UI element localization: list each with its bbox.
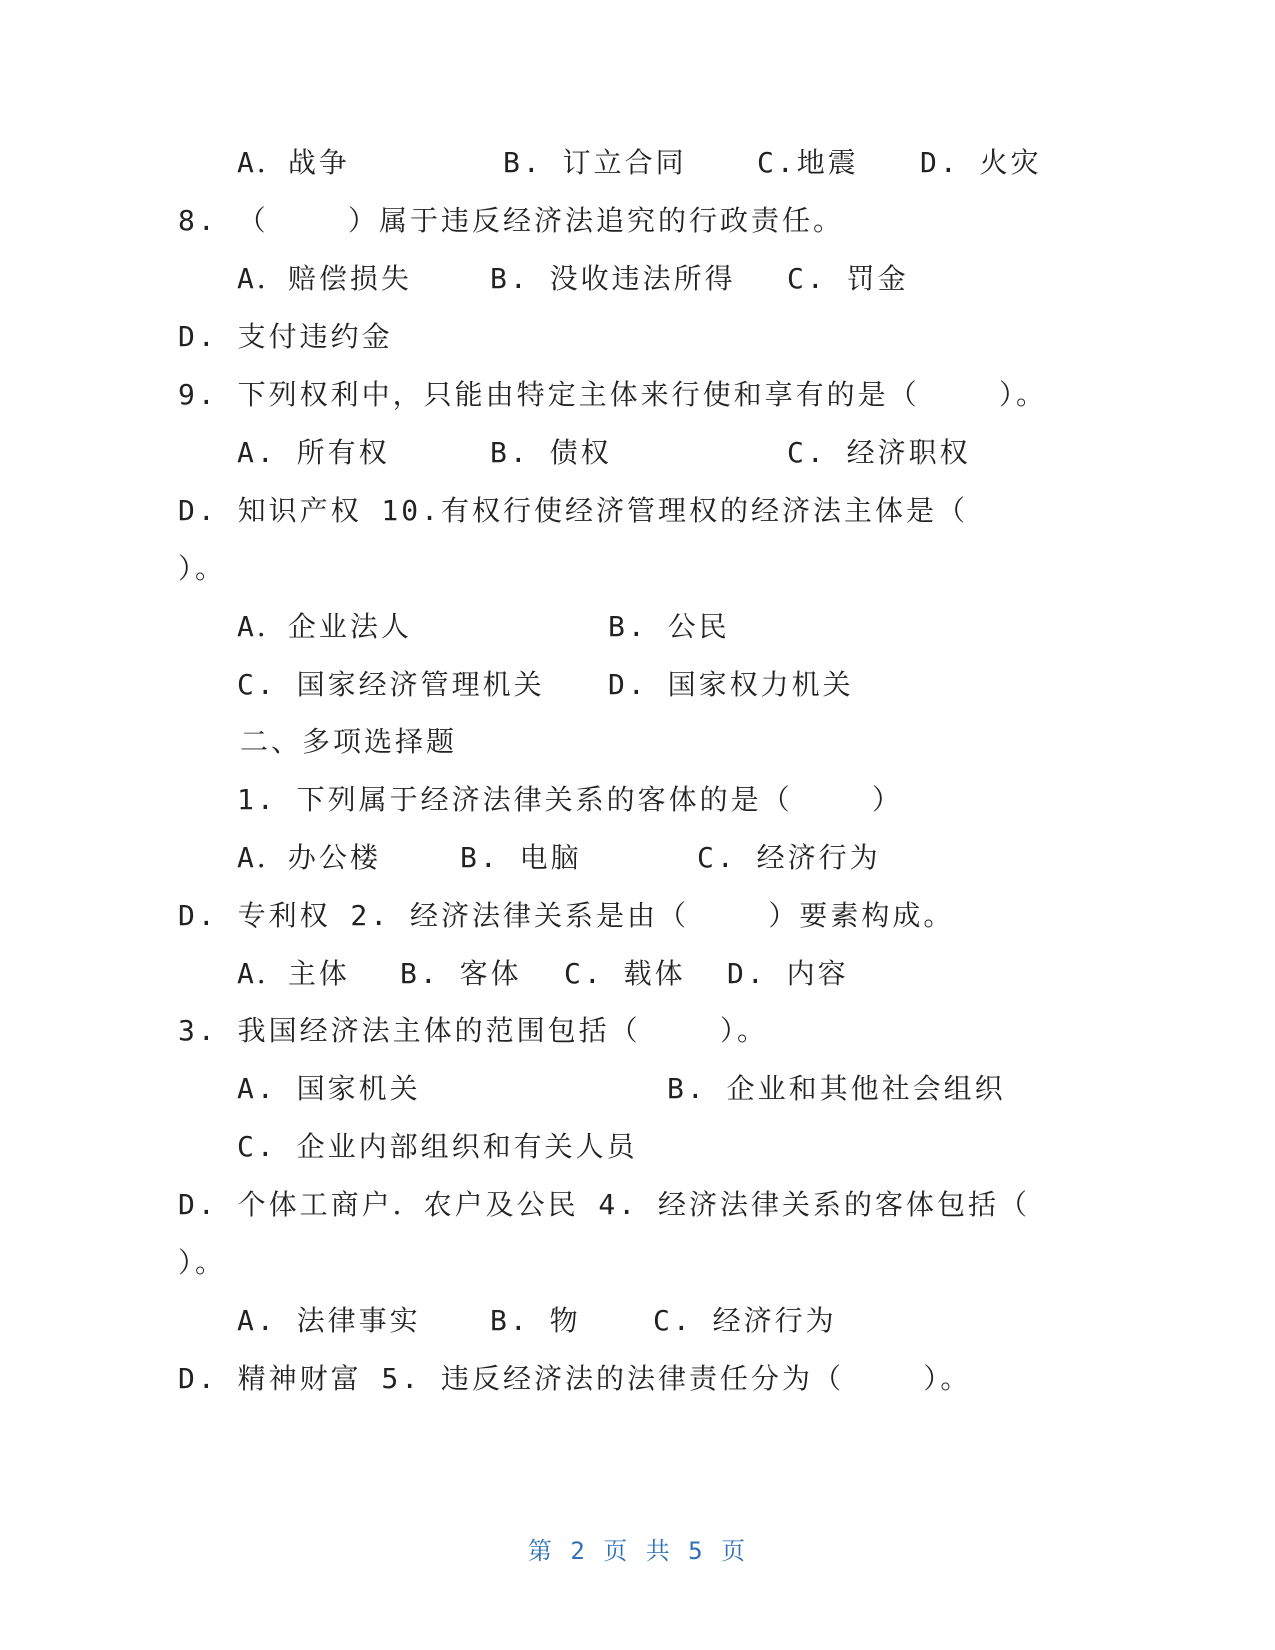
question-line: D. 个体工商户．农户及公民 4. 经济法律关系的客体包括（ <box>178 1188 1031 1221</box>
option-line: D. 支付违约金 <box>178 320 393 353</box>
option-line: D. 内容 <box>727 957 849 990</box>
option-line: B. 债权 <box>490 436 612 469</box>
option-line: D. 国家权力机关 <box>608 668 854 701</box>
option-line: B. 物 <box>490 1304 581 1337</box>
option-line: C. 经济行为 <box>697 841 881 874</box>
section-heading: 二、多项选择题 <box>240 725 458 758</box>
question-line: 9. 下列权利中，只能由特定主体来行使和享有的是（ ）。 <box>178 378 1048 411</box>
question-line: 8. （ ）属于违反经济法追究的行政责任。 <box>178 204 845 237</box>
option-line: A．主体 <box>237 957 350 990</box>
question-line: ）。 <box>178 552 227 585</box>
option-line: B. 没收违法所得 <box>490 262 736 295</box>
question-line: 3. 我国经济法主体的范围包括（ ）。 <box>178 1014 769 1047</box>
option-line: A．赔偿损失 <box>237 262 412 295</box>
question-line: D. 专利权 2. 经济法律关系是由（ ）要素构成。 <box>178 899 955 932</box>
option-line: B. 订立合同 <box>503 146 687 179</box>
option-line: A. 法律事实 <box>237 1304 421 1337</box>
option-line: C. 企业内部组织和有关人员 <box>237 1130 638 1163</box>
option-line: D. 火灾 <box>920 146 1042 179</box>
option-line: C. 罚金 <box>787 262 909 295</box>
option-line: A. 所有权 <box>237 436 390 469</box>
option-line: C. 载体 <box>564 957 686 990</box>
option-line: C. 经济行为 <box>653 1304 837 1337</box>
option-line: B. 客体 <box>400 957 522 990</box>
question-line: D. 知识产权 10.有权行使经济管理权的经济法主体是（ <box>178 494 969 527</box>
option-line: A．战争 <box>237 146 350 179</box>
page-footer: 第 2 页 共 5 页 <box>527 1537 748 1565</box>
option-line: C. 国家经济管理机关 <box>237 668 545 701</box>
option-line: C. 经济职权 <box>787 436 971 469</box>
question-line: ）。 <box>178 1246 227 1279</box>
option-line: A．企业法人 <box>237 610 412 643</box>
question-line: D. 精神财富 5. 违反经济法的法律责任分为（ ）。 <box>178 1362 972 1395</box>
option-line: C.地震 <box>757 146 859 179</box>
option-line: B. 企业和其他社会组织 <box>667 1072 1006 1105</box>
option-line: B. 电脑 <box>460 841 582 874</box>
option-line: A．办公楼 <box>237 841 381 874</box>
option-line: B. 公民 <box>608 610 730 643</box>
option-line: A. 国家机关 <box>237 1072 421 1105</box>
question-line: 1. 下列属于经济法律关系的客体的是（ ） <box>237 783 904 816</box>
